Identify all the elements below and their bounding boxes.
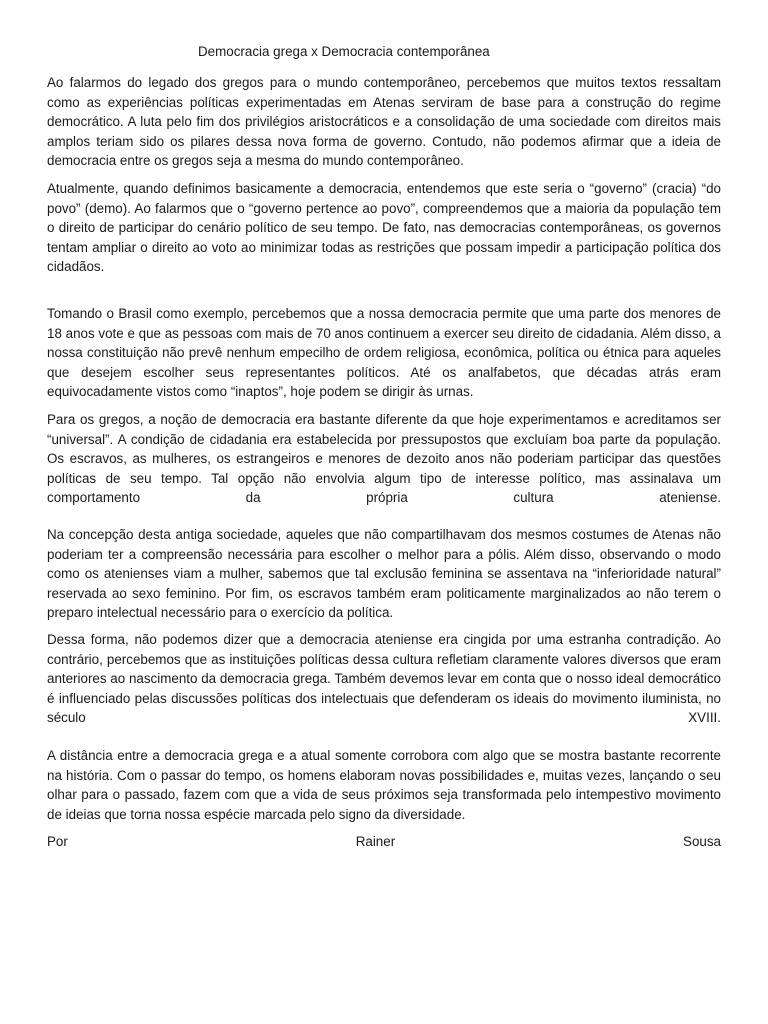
paragraph-1: Ao falarmos do legado dos gregos para o mundo contemporâneo, percebemos que muitos textos ressaltam como as experiências políticas experimentadas em Atenas serviram de base para a construção do regime democrático. A luta pelo fim dos privilégios aristocráticos e a consolidação de uma sociedade com direitos mais amplos teriam sido os pilares dessa nova forma de governo. Contudo, não podemos afirmar que a ideia de democracia entre os gregos seja a mesma do mundo contemporâneo. <box>47 75 721 169</box>
paragraph-5: Na concepção desta antiga sociedade, aqueles que não compartilhavam dos mesmos costumes de Atenas não poderiam ter a compreensão necessária para escolher o melhor para a pólis. Além disso, observando o modo como os atenienses viam a mulher, sabemos que tal exclusão feminina se assentava na “inferioridade natural” reservada ao sexo feminino. Por fim, os escravos também eram politicamente marginalizados ao não terem o preparo intelectual necessário para o exercício da política. <box>47 527 721 621</box>
signature-last-name: Sousa <box>683 834 721 849</box>
paragraph-6: Dessa forma, não podemos dizer que a democracia ateniense era cingida por uma estranha contradição. Ao contrário, percebemos que as instituições políticas dessa cultura refletiam claramente valores diversos que eram anteriores ao nascimento da democracia grega. Também devemos levar em conta que o nosso ideal democrático é influenciado pelas discussões políticas dos intelectuais que defenderam os ideais do movimento iluminista, no século XVIII. <box>47 632 721 726</box>
paragraph-4: Para os gregos, a noção de democracia era bastante diferente da que hoje experimentamos e acreditamos ser “universal”. A condição de cidadania era estabelecida por pressupostos que excluíam boa parte da população. Os escravos, as mulheres, os estrangeiros e menores de dezoito anos não poderiam participar das questões políticas de seu tempo. Tal opção não envolvia algum tipo de interesse político, mas assinalava um comportamento da própria cultura ateniense. <box>47 412 721 506</box>
signature-by: Por <box>47 834 68 849</box>
document-title: Democracia grega x Democracia contemporânea <box>198 44 490 59</box>
paragraph-7: A distância entre a democracia grega e a atual somente corrobora com algo que se mostra bastante recorrente na história. Com o passar do tempo, os homens elaboram novas possibilidades e, muitas vezes, lançando o seu olhar para o passado, fazem com que a vida de seus próximos seja transformada pelo intempestivo movimento de ideias que torna nossa espécie marcada pelo signo da diversidade. <box>47 748 721 822</box>
author-signature <box>47 832 721 852</box>
paragraph-2: Atualmente, quando definimos basicamente a democracia, entendemos que este seria o “governo” (cracia) “do povo” (demo). Ao falarmos que o “governo pertence ao povo”, compreendemos que a maioria da população tem o direito de participar do cenário político de seu tempo. De fato, nas democracias contemporâneas, os governos tentam ampliar o direito ao voto ao minimizar todas as restrições que possam impedir a participação política dos cidadãos. <box>47 181 721 275</box>
paragraph-3: Tomando o Brasil como exemplo, percebemos que a nossa democracia permite que uma parte dos menores de 18 anos vote e que as pessoas com mais de 70 anos continuem a exercer seu direito de cidadania. Além disso, a nossa constituição não prevê nenhum empecilho de ordem religiosa, econômica, política ou étnica para aqueles que desejem escolher seus representantes políticos. Até os analfabetos, que décadas atrás eram equivocadamente vistos como “inaptos”, hoje podem se dirigir às urnas. <box>47 306 721 400</box>
signature-first-name: Rainer <box>355 834 396 849</box>
